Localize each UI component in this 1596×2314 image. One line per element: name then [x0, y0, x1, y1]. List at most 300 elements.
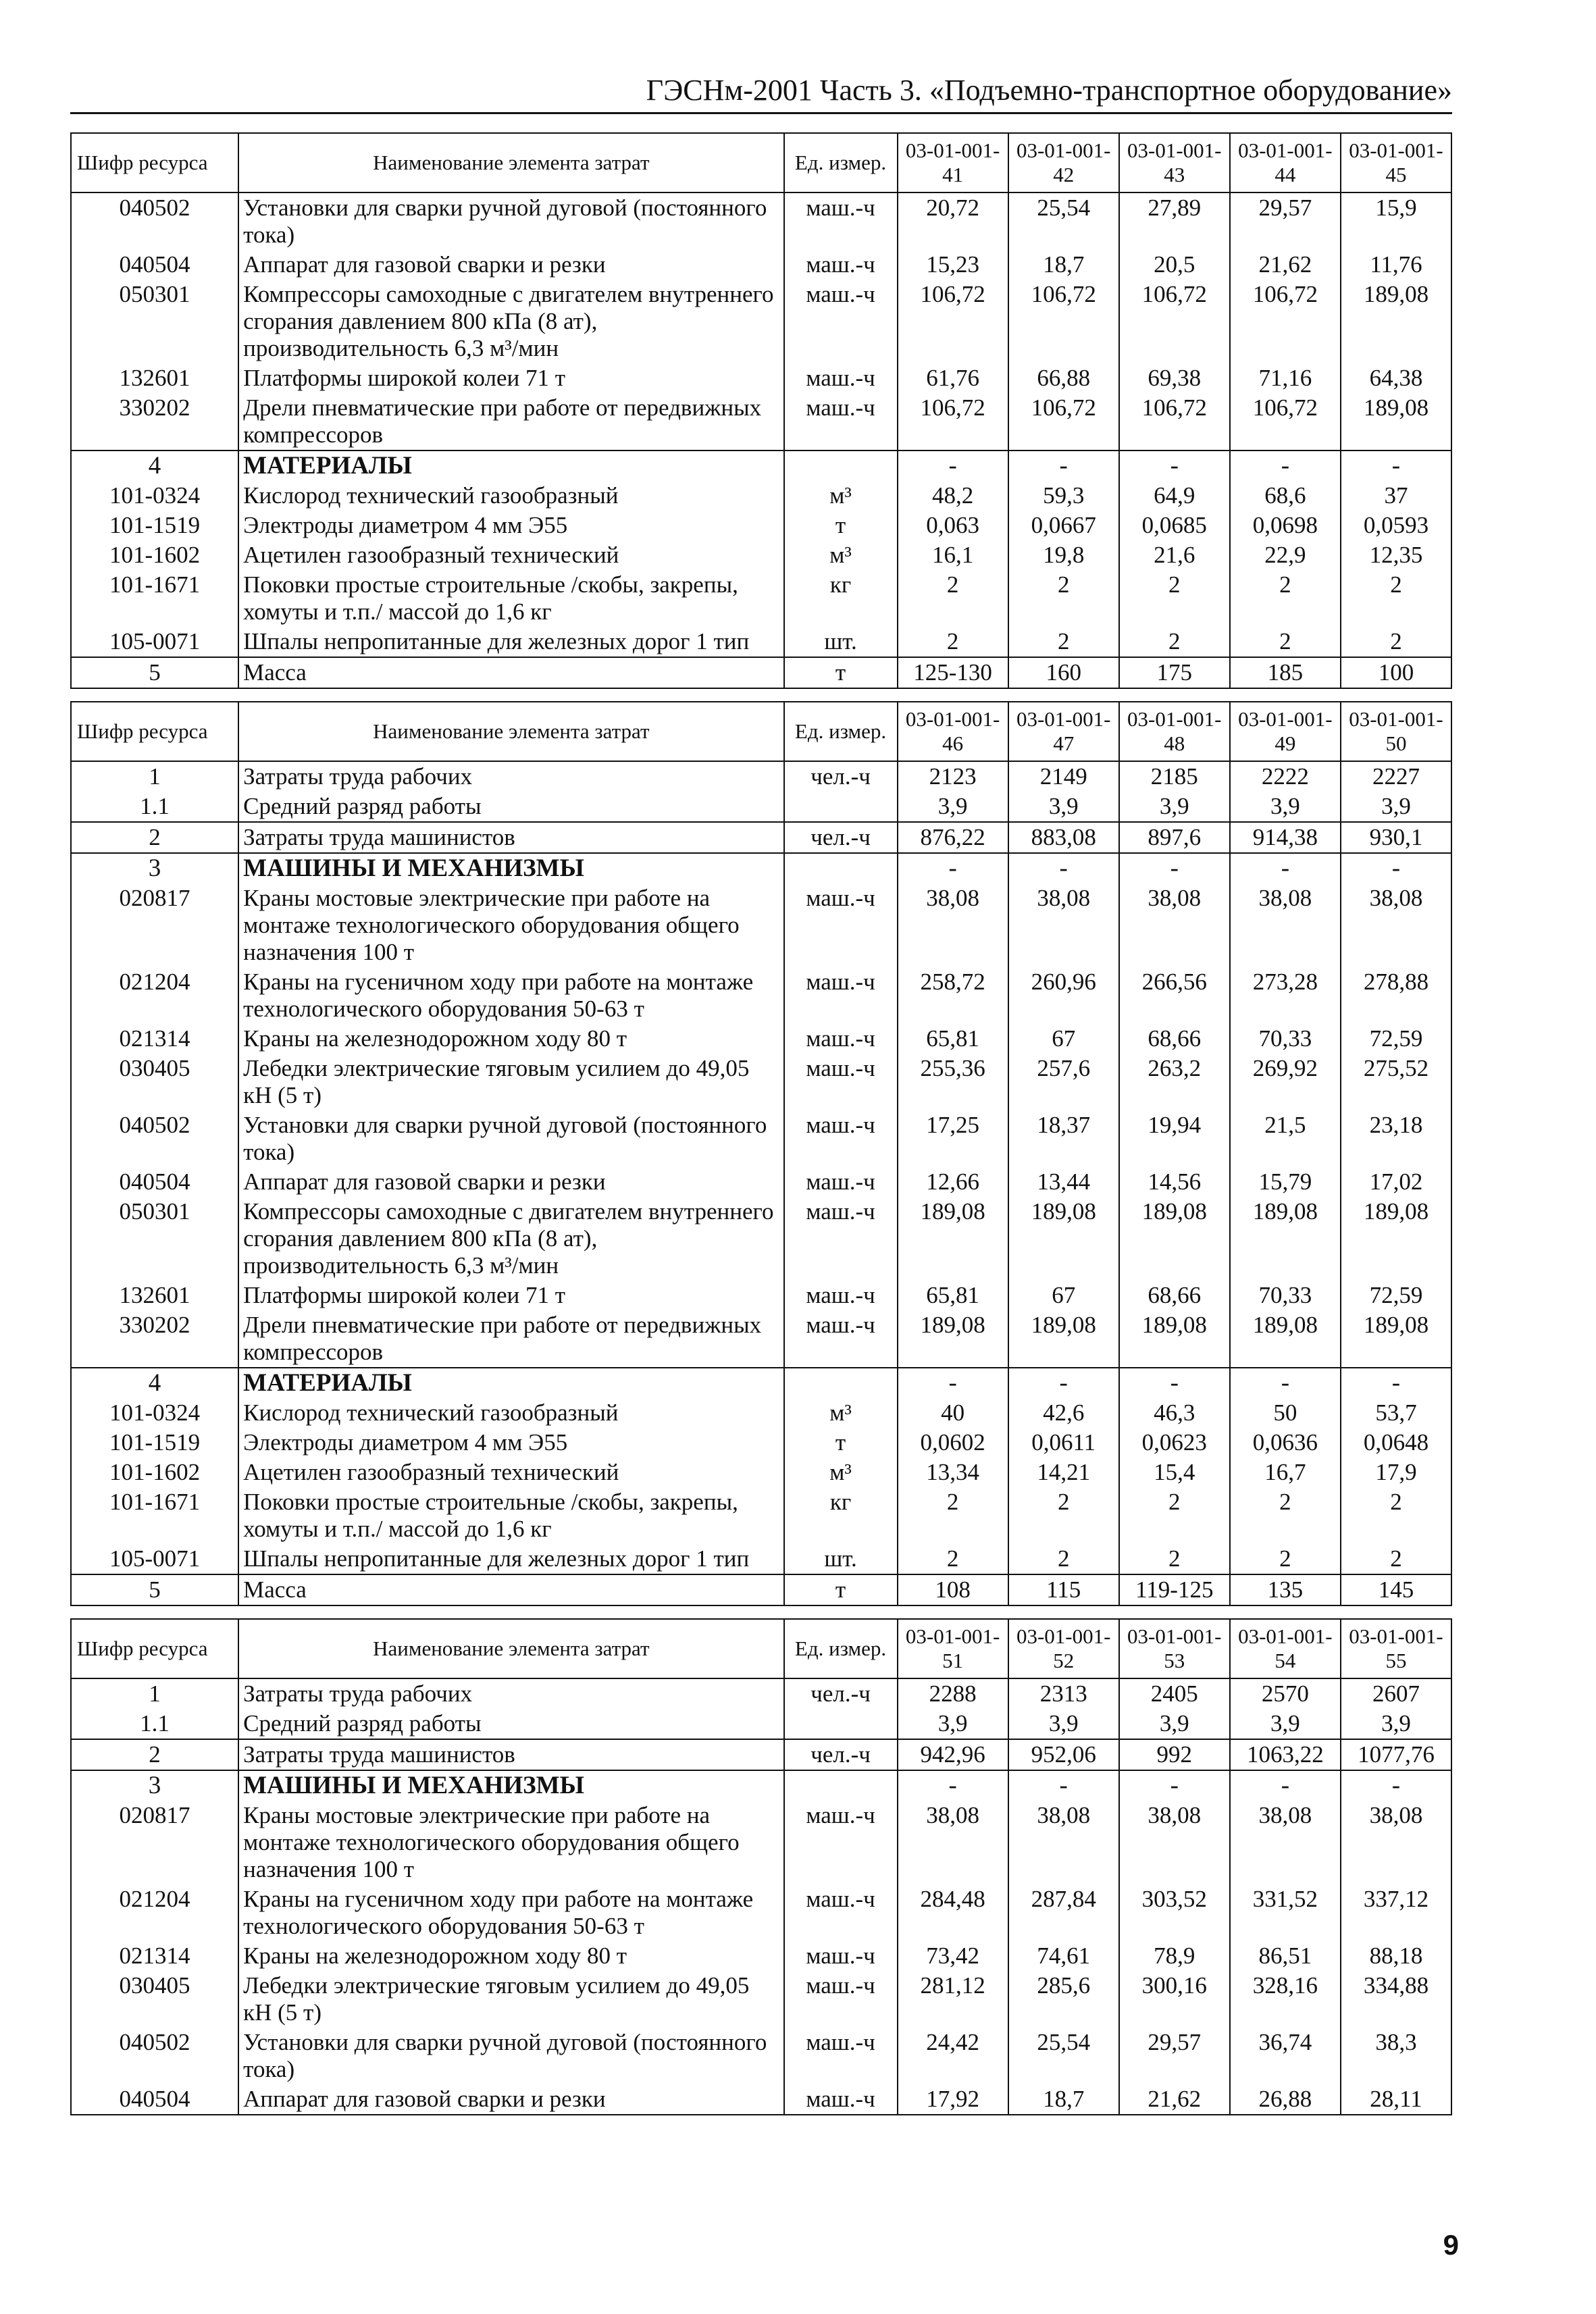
unit-of-measure: маш.-ч	[784, 1884, 898, 1941]
table-row	[71, 1709, 1451, 1739]
unit-of-measure: т	[784, 657, 898, 688]
norm-value: 260,96	[1008, 967, 1119, 1024]
unit-of-measure: м³	[784, 540, 898, 570]
norm-value: 38,3	[1341, 2028, 1451, 2084]
norm-value: 0,0648	[1341, 1428, 1451, 1458]
norm-value: -	[1341, 451, 1451, 481]
norm-value: 67	[1008, 1281, 1119, 1310]
norm-value: 38,08	[898, 883, 1008, 967]
norm-value: 38,08	[1230, 883, 1341, 967]
resource-code: 4	[71, 1368, 238, 1398]
cost-element-name: Дрели пневматические при работе от передвижных компрессоров	[238, 1310, 783, 1368]
cost-element-name: Аппарат для газовой сварки и резки	[238, 250, 783, 280]
norm-value: 115	[1008, 1574, 1119, 1605]
norm-value: 15,4	[1119, 1458, 1230, 1487]
norm-value: 24,42	[898, 2028, 1008, 2084]
header-rule	[70, 112, 1452, 114]
cost-element-name: Краны на железнодорожном ходу 80 т	[238, 1941, 783, 1971]
norm-value: 125-130	[898, 657, 1008, 688]
norm-value: 2	[1230, 1487, 1341, 1544]
norm-value: 70,33	[1230, 1024, 1341, 1054]
norm-value: 175	[1119, 657, 1230, 688]
cost-element-name: Краны на гусеничном ходу при работе на монтаже технологического оборудования 50-63 т	[238, 967, 783, 1024]
unit-of-measure	[784, 451, 898, 481]
resource-code: 021204	[71, 967, 238, 1024]
norm-value: 2	[1230, 1544, 1341, 1574]
norm-value: 25,54	[1008, 192, 1119, 250]
resource-code: 105-0071	[71, 1544, 238, 1574]
norm-value: 281,12	[898, 1971, 1008, 2028]
norm-value: 0,0611	[1008, 1428, 1119, 1458]
norm-value: 14,56	[1119, 1167, 1230, 1197]
cost-element-name: Затраты труда машинистов	[238, 822, 783, 853]
norm-value: -	[1119, 1368, 1230, 1398]
norm-value: 876,22	[898, 822, 1008, 853]
norm-value: 26,88	[1230, 2084, 1341, 2115]
norm-value: 2	[1119, 1544, 1230, 1574]
norm-value: 3,9	[1008, 1709, 1119, 1739]
norm-value: 269,92	[1230, 1054, 1341, 1110]
resource-code: 330202	[71, 393, 238, 451]
table-row	[71, 761, 1451, 792]
resource-code: 050301	[71, 1197, 238, 1281]
section-row	[71, 1770, 1451, 1801]
resource-code: 1	[71, 1678, 238, 1709]
norm-value: 106,72	[1008, 280, 1119, 363]
norm-value: 883,08	[1008, 822, 1119, 853]
norm-value: 21,62	[1230, 250, 1341, 280]
table-row	[71, 250, 1451, 280]
resource-code: 030405	[71, 1054, 238, 1110]
norm-value: 48,2	[898, 481, 1008, 511]
norm-value: 86,51	[1230, 1941, 1341, 1971]
norm-value: 13,44	[1008, 1167, 1119, 1197]
norm-value: 2	[898, 1544, 1008, 1574]
norm-value: 3,9	[1230, 792, 1341, 822]
norm-value: -	[898, 1368, 1008, 1398]
norm-value: 65,81	[898, 1281, 1008, 1310]
norm-value: 29,57	[1119, 2028, 1230, 2084]
norm-value: 2	[898, 570, 1008, 627]
norm-value: 300,16	[1119, 1971, 1230, 2028]
norm-value: 189,08	[1008, 1310, 1119, 1368]
column-header-code: Шифр ресурса	[71, 702, 238, 761]
norm-value: 914,38	[1230, 822, 1341, 853]
unit-of-measure: маш.-ч	[784, 1197, 898, 1281]
table-row	[71, 822, 1451, 853]
norm-value: -	[1119, 451, 1230, 481]
unit-of-measure: маш.-ч	[784, 1310, 898, 1368]
norm-value: -	[1341, 1770, 1451, 1801]
norm-value: -	[1008, 1368, 1119, 1398]
unit-of-measure: маш.-ч	[784, 1054, 898, 1110]
cost-element-name: Платформы широкой колеи 71 т	[238, 1281, 783, 1310]
unit-of-measure: т	[784, 1428, 898, 1458]
norm-value: 942,96	[898, 1739, 1008, 1770]
norm-value: 273,28	[1230, 967, 1341, 1024]
norm-value: 897,6	[1119, 822, 1230, 853]
resource-code: 021314	[71, 1024, 238, 1054]
resource-code: 101-1602	[71, 540, 238, 570]
norm-value: 3,9	[1341, 792, 1451, 822]
cost-element-name: Установки для сварки ручной дуговой (постоянного тока)	[238, 192, 783, 250]
norm-value: 38,08	[1008, 1801, 1119, 1884]
table-row	[71, 1024, 1451, 1054]
resource-code: 3	[71, 1770, 238, 1801]
cost-element-name: Краны на железнодорожном ходу 80 т	[238, 1024, 783, 1054]
norm-value: 38,08	[1341, 883, 1451, 967]
norm-value: 25,54	[1008, 2028, 1119, 2084]
resource-code: 101-1519	[71, 511, 238, 540]
norm-value: 2149	[1008, 761, 1119, 792]
resource-code: 101-1519	[71, 1428, 238, 1458]
resource-code: 4	[71, 451, 238, 481]
unit-of-measure: маш.-ч	[784, 1801, 898, 1884]
unit-of-measure: м³	[784, 481, 898, 511]
section-row	[71, 853, 1451, 883]
resource-code: 5	[71, 1574, 238, 1605]
norm-value: 2185	[1119, 761, 1230, 792]
norm-value: 59,3	[1008, 481, 1119, 511]
cost-element-name: Ацетилен газообразный технический	[238, 1458, 783, 1487]
resource-code: 101-0324	[71, 1398, 238, 1428]
unit-of-measure: чел.-ч	[784, 822, 898, 853]
table-row	[71, 1428, 1451, 1458]
norm-value: 40	[898, 1398, 1008, 1428]
cost-element-name: МАШИНЫ И МЕХАНИЗМЫ	[238, 1770, 783, 1801]
norm-value: 13,34	[898, 1458, 1008, 1487]
resource-code: 2	[71, 1739, 238, 1770]
norm-value: 106,72	[1119, 393, 1230, 451]
cost-element-name: Установки для сварки ручной дуговой (постоянного тока)	[238, 1110, 783, 1167]
cost-element-name: Масса	[238, 657, 783, 688]
norm-value: 328,16	[1230, 1971, 1341, 2028]
resource-code: 105-0071	[71, 627, 238, 657]
norm-value: 189,08	[898, 1197, 1008, 1281]
page-header: ГЭСНм-2001 Часть 3. «Подъемно-транспортное оборудование»	[646, 74, 1452, 107]
resource-table	[70, 701, 1452, 1606]
unit-of-measure: маш.-ч	[784, 393, 898, 451]
table-row	[71, 1884, 1451, 1941]
norm-value: -	[1119, 853, 1230, 883]
norm-value: 29,57	[1230, 192, 1341, 250]
norm-value: 65,81	[898, 1024, 1008, 1054]
unit-of-measure: чел.-ч	[784, 1678, 898, 1709]
norm-value: 3,9	[1119, 1709, 1230, 1739]
norm-value: 68,6	[1230, 481, 1341, 511]
norm-value: 14,21	[1008, 1458, 1119, 1487]
norm-value: 64,9	[1119, 481, 1230, 511]
resource-code: 132601	[71, 363, 238, 393]
norm-value: 21,6	[1119, 540, 1230, 570]
norm-value: 15,23	[898, 250, 1008, 280]
norm-value: 27,89	[1119, 192, 1230, 250]
table-row	[71, 1941, 1451, 1971]
cost-element-name: Краны мостовые электрические при работе на монтаже технологического оборудования общего назначения 100 т	[238, 883, 783, 967]
norm-value: 0,0685	[1119, 511, 1230, 540]
unit-of-measure: маш.-ч	[784, 967, 898, 1024]
norm-value: 68,66	[1119, 1281, 1230, 1310]
resource-code: 2	[71, 822, 238, 853]
table-row	[71, 1487, 1451, 1544]
norm-value: 53,7	[1341, 1398, 1451, 1428]
cost-element-name: МАШИНЫ И МЕХАНИЗМЫ	[238, 853, 783, 883]
norm-value: 17,02	[1341, 1167, 1451, 1197]
unit-of-measure	[784, 853, 898, 883]
norm-value: 3,9	[898, 1709, 1008, 1739]
norm-value: 257,6	[1008, 1054, 1119, 1110]
table-row	[71, 2028, 1451, 2084]
norm-value: 2	[1230, 570, 1341, 627]
norm-value: 73,42	[898, 1941, 1008, 1971]
norm-value: 64,38	[1341, 363, 1451, 393]
resource-code: 3	[71, 853, 238, 883]
norm-value: 2405	[1119, 1678, 1230, 1709]
table-row	[71, 1574, 1451, 1605]
norm-value: -	[898, 451, 1008, 481]
norm-value: -	[898, 1770, 1008, 1801]
resource-code: 021204	[71, 1884, 238, 1941]
resource-code: 1.1	[71, 1709, 238, 1739]
table-row	[71, 570, 1451, 627]
unit-of-measure: маш.-ч	[784, 1281, 898, 1310]
norm-value: 2	[1341, 1544, 1451, 1574]
table-row	[71, 280, 1451, 363]
cost-element-name: Поковки простые строительные /скобы, закрепы, хомуты и т.п./ массой до 1,6 кг	[238, 1487, 783, 1544]
unit-of-measure: маш.-ч	[784, 192, 898, 250]
cost-element-name: Компрессоры самоходные с двигателем внутреннего сгорания давлением 800 кПа (8 ат), производительность 6,3 м³/мин	[238, 280, 783, 363]
section-row	[71, 1368, 1451, 1398]
unit-of-measure: м³	[784, 1458, 898, 1487]
norm-value: 189,08	[1341, 1197, 1451, 1281]
norm-value: 189,08	[1341, 1310, 1451, 1368]
resource-code: 101-1602	[71, 1458, 238, 1487]
table-row	[71, 1281, 1451, 1310]
column-header-norm-code: 03-01-001-51	[898, 1619, 1008, 1678]
table-row	[71, 1678, 1451, 1709]
unit-of-measure: маш.-ч	[784, 1167, 898, 1197]
norm-value: 2313	[1008, 1678, 1119, 1709]
norm-value: 72,59	[1341, 1024, 1451, 1054]
norm-value: 21,5	[1230, 1110, 1341, 1167]
table-row	[71, 1167, 1451, 1197]
cost-element-name: Электроды диаметром 4 мм Э55	[238, 1428, 783, 1458]
cost-element-name: Шпалы непропитанные для железных дорог 1 тип	[238, 627, 783, 657]
column-header-name: Наименование элемента затрат	[238, 1619, 783, 1678]
norm-value: 2	[1341, 1487, 1451, 1544]
table-row	[71, 657, 1451, 688]
norm-value: 42,6	[1008, 1398, 1119, 1428]
norm-value: 38,08	[898, 1801, 1008, 1884]
table-row	[71, 792, 1451, 822]
norm-value: 337,12	[1341, 1884, 1451, 1941]
norm-value: 0,0636	[1230, 1428, 1341, 1458]
cost-element-name: Затраты труда рабочих	[238, 761, 783, 792]
norm-value: 1063,22	[1230, 1739, 1341, 1770]
norm-value: 3,9	[1008, 792, 1119, 822]
resource-code: 330202	[71, 1310, 238, 1368]
unit-of-measure: шт.	[784, 1544, 898, 1574]
norm-value: 100	[1341, 657, 1451, 688]
column-header-unit: Ед. измер.	[784, 1619, 898, 1678]
norm-value: 74,61	[1008, 1941, 1119, 1971]
unit-of-measure: кг	[784, 570, 898, 627]
norm-value: 22,9	[1230, 540, 1341, 570]
column-header-norm-code: 03-01-001-54	[1230, 1619, 1341, 1678]
resource-code: 5	[71, 657, 238, 688]
norm-value: -	[1008, 1770, 1119, 1801]
table-row	[71, 1398, 1451, 1428]
resource-code: 1.1	[71, 792, 238, 822]
norm-value: 2222	[1230, 761, 1341, 792]
unit-of-measure: шт.	[784, 627, 898, 657]
norm-value: 67	[1008, 1024, 1119, 1054]
cost-element-name: МАТЕРИАЛЫ	[238, 451, 783, 481]
cost-element-name: Масса	[238, 1574, 783, 1605]
unit-of-measure: т	[784, 511, 898, 540]
norm-value: 71,16	[1230, 363, 1341, 393]
norm-value: -	[1119, 1770, 1230, 1801]
norm-value: 2	[1008, 570, 1119, 627]
norm-value: 275,52	[1341, 1054, 1451, 1110]
norm-value: -	[1230, 1368, 1341, 1398]
norm-value: 23,18	[1341, 1110, 1451, 1167]
norm-value: 2	[1119, 1487, 1230, 1544]
norm-value: 38,08	[1119, 1801, 1230, 1884]
norm-value: 61,76	[898, 363, 1008, 393]
norm-value: 12,66	[898, 1167, 1008, 1197]
norm-value: -	[1230, 853, 1341, 883]
norm-value: 2	[898, 1487, 1008, 1544]
norm-value: 285,6	[1008, 1971, 1119, 2028]
norm-value: 189,08	[1119, 1310, 1230, 1368]
table-row	[71, 363, 1451, 393]
norm-value: 17,9	[1341, 1458, 1451, 1487]
norm-value: 66,88	[1008, 363, 1119, 393]
norm-value: 16,7	[1230, 1458, 1341, 1487]
norm-value: 38,08	[1341, 1801, 1451, 1884]
table-row	[71, 393, 1451, 451]
unit-of-measure	[784, 792, 898, 822]
cost-element-name: Ацетилен газообразный технический	[238, 540, 783, 570]
table-row	[71, 1458, 1451, 1487]
norm-value: 3,9	[898, 792, 1008, 822]
table-row	[71, 967, 1451, 1024]
norm-value: 18,37	[1008, 1110, 1119, 1167]
unit-of-measure: чел.-ч	[784, 761, 898, 792]
table-row	[71, 192, 1451, 250]
norm-value: 2	[1119, 627, 1230, 657]
cost-element-name: Средний разряд работы	[238, 792, 783, 822]
unit-of-measure: маш.-ч	[784, 2028, 898, 2084]
resource-code: 050301	[71, 280, 238, 363]
norm-value: 106,72	[1230, 280, 1341, 363]
norm-value: -	[1341, 1368, 1451, 1398]
unit-of-measure: чел.-ч	[784, 1739, 898, 1770]
resource-code: 101-1671	[71, 1487, 238, 1544]
unit-of-measure: маш.-ч	[784, 1110, 898, 1167]
table-header-row	[71, 702, 1451, 761]
norm-value: 3,9	[1119, 792, 1230, 822]
norm-value: 2	[898, 627, 1008, 657]
column-header-norm-code: 03-01-001-55	[1341, 1619, 1451, 1678]
norm-value: 19,94	[1119, 1110, 1230, 1167]
unit-of-measure	[784, 1709, 898, 1739]
table-row	[71, 883, 1451, 967]
norm-value: -	[898, 853, 1008, 883]
column-header-norm-code: 03-01-001-53	[1119, 1619, 1230, 1678]
column-header-norm-code: 03-01-001-44	[1230, 133, 1341, 192]
norm-value: -	[1341, 853, 1451, 883]
norm-value: 18,7	[1008, 250, 1119, 280]
column-header-norm-code: 03-01-001-42	[1008, 133, 1119, 192]
resource-code: 040504	[71, 250, 238, 280]
resource-code: 040502	[71, 1110, 238, 1167]
norm-value: 106,72	[898, 280, 1008, 363]
unit-of-measure: маш.-ч	[784, 883, 898, 967]
resource-code: 040502	[71, 2028, 238, 2084]
resource-code: 040504	[71, 1167, 238, 1197]
norm-value: 106,72	[898, 393, 1008, 451]
cost-element-name: Компрессоры самоходные с двигателем внутреннего сгорания давлением 800 кПа (8 ат), производительность 6,3 м³/мин	[238, 1197, 783, 1281]
norm-value: 2123	[898, 761, 1008, 792]
unit-of-measure	[784, 1770, 898, 1801]
norm-value: 17,92	[898, 2084, 1008, 2115]
norm-value: 38,08	[1008, 883, 1119, 967]
norm-value: 145	[1341, 1574, 1451, 1605]
norm-value: 189,08	[1341, 393, 1451, 451]
column-header-norm-code: 03-01-001-49	[1230, 702, 1341, 761]
column-header-name: Наименование элемента затрат	[238, 133, 783, 192]
norm-value: -	[1008, 853, 1119, 883]
norm-value: 0,063	[898, 511, 1008, 540]
table-header-row	[71, 1619, 1451, 1678]
cost-element-name: Установки для сварки ручной дуговой (постоянного тока)	[238, 2028, 783, 2084]
cost-element-name: Краны на гусеничном ходу при работе на монтаже технологического оборудования 50-63 т	[238, 1884, 783, 1941]
norm-value: 0,0698	[1230, 511, 1341, 540]
table-row	[71, 1310, 1451, 1368]
norm-value: 28,11	[1341, 2084, 1451, 2115]
norm-value: 2	[1341, 570, 1451, 627]
cost-element-name: МАТЕРИАЛЫ	[238, 1368, 783, 1398]
norm-value: 189,08	[1230, 1197, 1341, 1281]
resource-table	[70, 132, 1452, 689]
norm-value: 2	[1341, 627, 1451, 657]
norm-value: 992	[1119, 1739, 1230, 1770]
norm-value: 46,3	[1119, 1398, 1230, 1428]
norm-value: 930,1	[1341, 822, 1451, 853]
resource-code: 030405	[71, 1971, 238, 2028]
norm-value: 88,18	[1341, 1941, 1451, 1971]
norm-value: 2	[1008, 627, 1119, 657]
table-row	[71, 1971, 1451, 2028]
table-row	[71, 511, 1451, 540]
norm-value: 334,88	[1341, 1971, 1451, 2028]
norm-value: 303,52	[1119, 1884, 1230, 1941]
norm-value: -	[1230, 451, 1341, 481]
resource-code: 132601	[71, 1281, 238, 1310]
cost-element-name: Затраты труда рабочих	[238, 1678, 783, 1709]
cost-element-name: Поковки простые строительные /скобы, закрепы, хомуты и т.п./ массой до 1,6 кг	[238, 570, 783, 627]
norm-value: 189,08	[1230, 1310, 1341, 1368]
norm-value: 0,0667	[1008, 511, 1119, 540]
norm-value: 952,06	[1008, 1739, 1119, 1770]
norm-value: 18,7	[1008, 2084, 1119, 2115]
cost-element-name: Дрели пневматические при работе от передвижных компрессоров	[238, 393, 783, 451]
norm-value: 1077,76	[1341, 1739, 1451, 1770]
column-header-norm-code: 03-01-001-48	[1119, 702, 1230, 761]
norm-value: 0,0623	[1119, 1428, 1230, 1458]
